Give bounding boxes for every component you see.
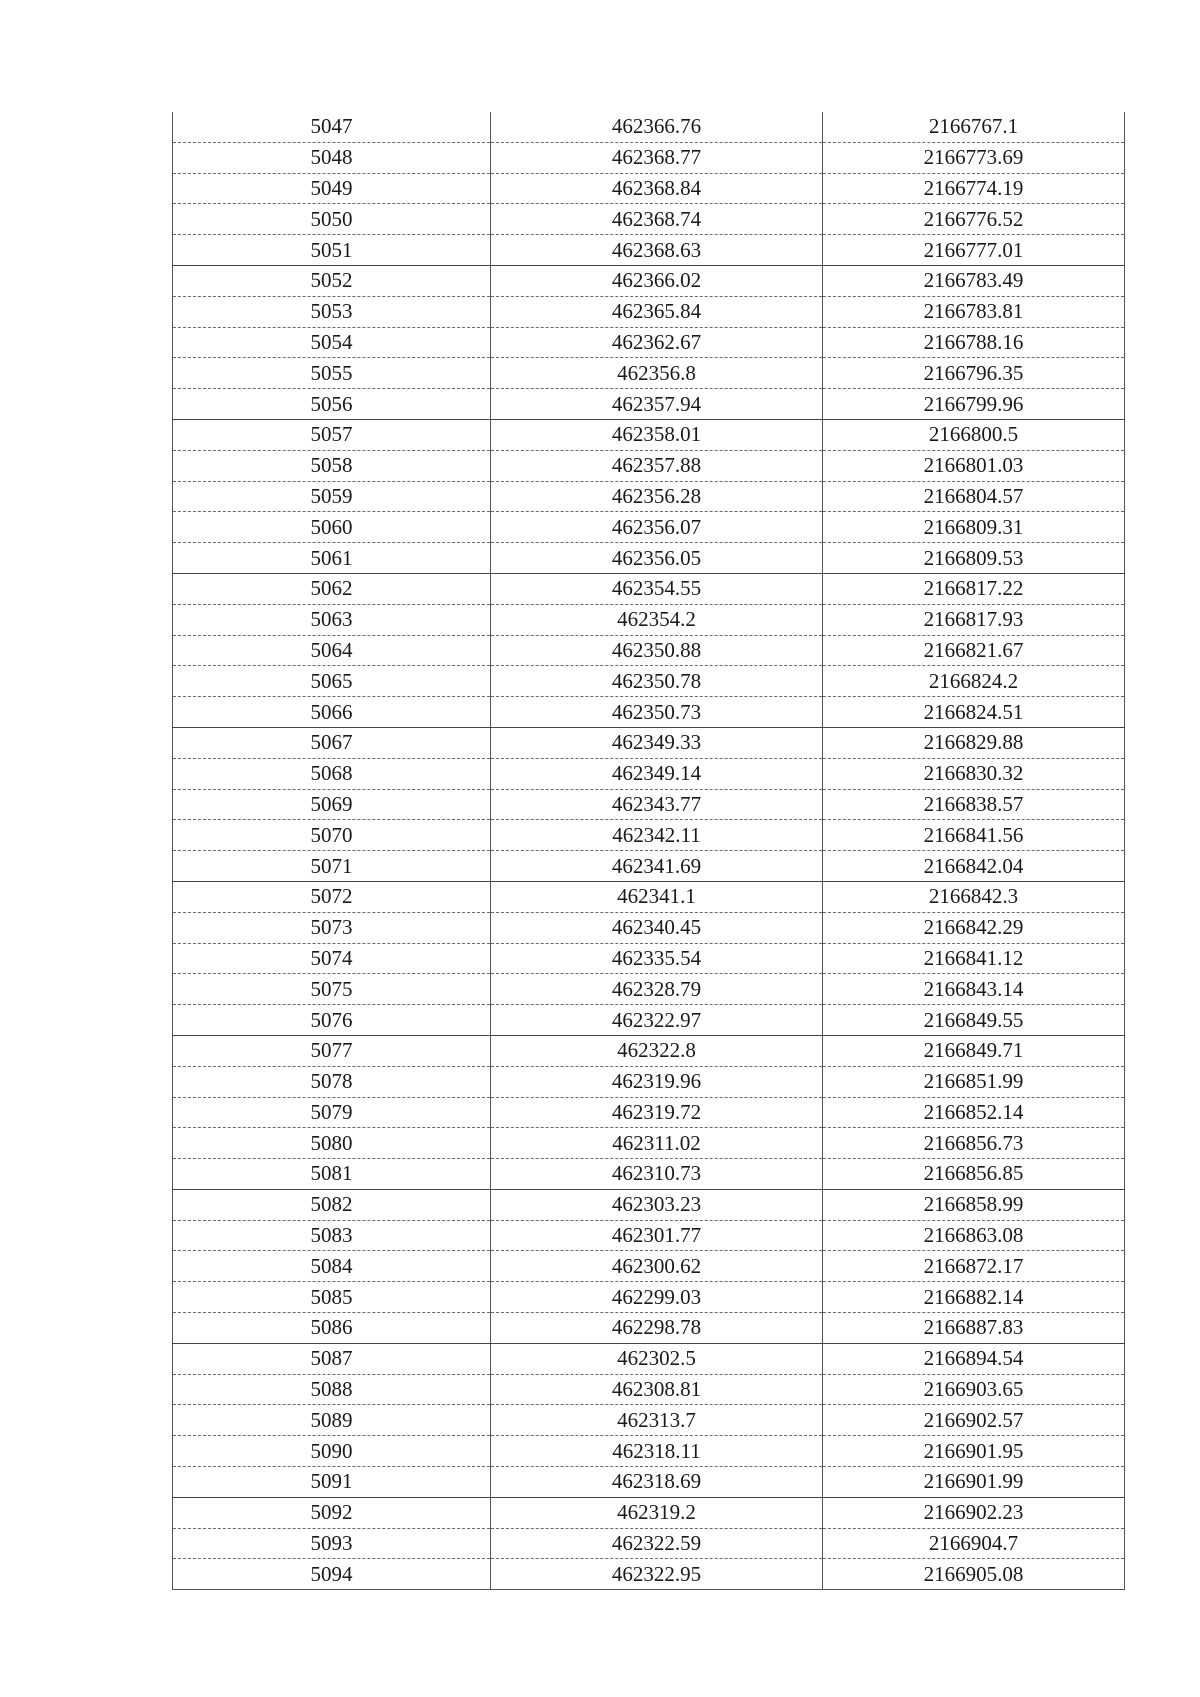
table-row bbox=[173, 1159, 1125, 1190]
y-coordinate-cell: 2166841.12 bbox=[823, 943, 1125, 974]
point-number-cell: 5059 bbox=[173, 481, 491, 512]
table-row bbox=[173, 265, 1125, 296]
table-row bbox=[173, 358, 1125, 389]
x-coordinate-cell: 462366.76 bbox=[491, 112, 823, 142]
x-coordinate-cell: 462300.62 bbox=[491, 1251, 823, 1282]
x-coordinate-cell: 462354.55 bbox=[491, 573, 823, 604]
point-number-cell: 5077 bbox=[173, 1035, 491, 1066]
table-row bbox=[173, 173, 1125, 204]
x-coordinate-cell: 462310.73 bbox=[491, 1159, 823, 1190]
x-coordinate-cell: 462357.94 bbox=[491, 389, 823, 420]
x-coordinate-cell: 462328.79 bbox=[491, 974, 823, 1005]
y-coordinate-cell: 2166830.32 bbox=[823, 758, 1125, 789]
y-coordinate-cell: 2166856.85 bbox=[823, 1159, 1125, 1190]
table-row bbox=[173, 1559, 1125, 1590]
y-coordinate-cell: 2166905.08 bbox=[823, 1559, 1125, 1590]
table-row bbox=[173, 1436, 1125, 1467]
point-number-cell: 5069 bbox=[173, 789, 491, 820]
table-row bbox=[173, 1405, 1125, 1436]
point-number-cell: 5067 bbox=[173, 727, 491, 758]
coordinates-table-body bbox=[173, 112, 1125, 1590]
x-coordinate-cell: 462366.02 bbox=[491, 265, 823, 296]
y-coordinate-cell: 2166821.67 bbox=[823, 635, 1125, 666]
point-number-cell: 5092 bbox=[173, 1497, 491, 1528]
x-coordinate-cell: 462341.69 bbox=[491, 851, 823, 882]
table-row bbox=[173, 727, 1125, 758]
y-coordinate-cell: 2166796.35 bbox=[823, 358, 1125, 389]
x-coordinate-cell: 462354.2 bbox=[491, 604, 823, 635]
y-coordinate-cell: 2166904.7 bbox=[823, 1528, 1125, 1559]
y-coordinate-cell: 2166842.04 bbox=[823, 851, 1125, 882]
table-row bbox=[173, 1251, 1125, 1282]
y-coordinate-cell: 2166842.3 bbox=[823, 881, 1125, 912]
x-coordinate-cell: 462356.8 bbox=[491, 358, 823, 389]
x-coordinate-cell: 462358.01 bbox=[491, 419, 823, 450]
table-row bbox=[173, 974, 1125, 1005]
point-number-cell: 5089 bbox=[173, 1405, 491, 1436]
table-row bbox=[173, 450, 1125, 481]
x-coordinate-cell: 462356.05 bbox=[491, 543, 823, 574]
x-coordinate-cell: 462356.07 bbox=[491, 512, 823, 543]
y-coordinate-cell: 2166852.14 bbox=[823, 1097, 1125, 1128]
table-row bbox=[173, 112, 1125, 142]
y-coordinate-cell: 2166809.31 bbox=[823, 512, 1125, 543]
table-row bbox=[173, 204, 1125, 235]
x-coordinate-cell: 462318.69 bbox=[491, 1467, 823, 1498]
point-number-cell: 5083 bbox=[173, 1220, 491, 1251]
x-coordinate-cell: 462322.95 bbox=[491, 1559, 823, 1590]
table-row bbox=[173, 1313, 1125, 1344]
x-coordinate-cell: 462322.59 bbox=[491, 1528, 823, 1559]
table-row bbox=[173, 1128, 1125, 1159]
x-coordinate-cell: 462335.54 bbox=[491, 943, 823, 974]
x-coordinate-cell: 462340.45 bbox=[491, 912, 823, 943]
x-coordinate-cell: 462313.7 bbox=[491, 1405, 823, 1436]
point-number-cell: 5049 bbox=[173, 173, 491, 204]
y-coordinate-cell: 2166903.65 bbox=[823, 1374, 1125, 1405]
point-number-cell: 5064 bbox=[173, 635, 491, 666]
point-number-cell: 5085 bbox=[173, 1282, 491, 1313]
x-coordinate-cell: 462299.03 bbox=[491, 1282, 823, 1313]
y-coordinate-cell: 2166841.56 bbox=[823, 820, 1125, 851]
coordinates-table bbox=[172, 112, 1125, 1590]
point-number-cell: 5053 bbox=[173, 296, 491, 327]
point-number-cell: 5068 bbox=[173, 758, 491, 789]
y-coordinate-cell: 2166856.73 bbox=[823, 1128, 1125, 1159]
table-row bbox=[173, 789, 1125, 820]
table-row bbox=[173, 296, 1125, 327]
y-coordinate-cell: 2166872.17 bbox=[823, 1251, 1125, 1282]
y-coordinate-cell: 2166851.99 bbox=[823, 1066, 1125, 1097]
point-number-cell: 5048 bbox=[173, 142, 491, 173]
y-coordinate-cell: 2166863.08 bbox=[823, 1220, 1125, 1251]
point-number-cell: 5057 bbox=[173, 419, 491, 450]
y-coordinate-cell: 2166882.14 bbox=[823, 1282, 1125, 1313]
point-number-cell: 5060 bbox=[173, 512, 491, 543]
table-row bbox=[173, 1005, 1125, 1036]
table-row bbox=[173, 142, 1125, 173]
x-coordinate-cell: 462308.81 bbox=[491, 1374, 823, 1405]
x-coordinate-cell: 462298.78 bbox=[491, 1313, 823, 1344]
point-number-cell: 5065 bbox=[173, 666, 491, 697]
y-coordinate-cell: 2166767.1 bbox=[823, 112, 1125, 142]
y-coordinate-cell: 2166842.29 bbox=[823, 912, 1125, 943]
table-row bbox=[173, 758, 1125, 789]
point-number-cell: 5079 bbox=[173, 1097, 491, 1128]
point-number-cell: 5086 bbox=[173, 1313, 491, 1344]
y-coordinate-cell: 2166902.23 bbox=[823, 1497, 1125, 1528]
x-coordinate-cell: 462368.84 bbox=[491, 173, 823, 204]
point-number-cell: 5090 bbox=[173, 1436, 491, 1467]
point-number-cell: 5070 bbox=[173, 820, 491, 851]
point-number-cell: 5056 bbox=[173, 389, 491, 420]
table-row bbox=[173, 512, 1125, 543]
y-coordinate-cell: 2166776.52 bbox=[823, 204, 1125, 235]
y-coordinate-cell: 2166799.96 bbox=[823, 389, 1125, 420]
x-coordinate-cell: 462356.28 bbox=[491, 481, 823, 512]
x-coordinate-cell: 462319.2 bbox=[491, 1497, 823, 1528]
y-coordinate-cell: 2166858.99 bbox=[823, 1189, 1125, 1220]
table-row bbox=[173, 543, 1125, 574]
table-row bbox=[173, 235, 1125, 266]
y-coordinate-cell: 2166843.14 bbox=[823, 974, 1125, 1005]
table-row bbox=[173, 1066, 1125, 1097]
point-number-cell: 5087 bbox=[173, 1343, 491, 1374]
y-coordinate-cell: 2166801.03 bbox=[823, 450, 1125, 481]
y-coordinate-cell: 2166783.81 bbox=[823, 296, 1125, 327]
table-row bbox=[173, 943, 1125, 974]
y-coordinate-cell: 2166838.57 bbox=[823, 789, 1125, 820]
x-coordinate-cell: 462350.88 bbox=[491, 635, 823, 666]
y-coordinate-cell: 2166817.93 bbox=[823, 604, 1125, 635]
point-number-cell: 5062 bbox=[173, 573, 491, 604]
table-row bbox=[173, 1097, 1125, 1128]
table-row bbox=[173, 1497, 1125, 1528]
point-number-cell: 5080 bbox=[173, 1128, 491, 1159]
point-number-cell: 5058 bbox=[173, 450, 491, 481]
point-number-cell: 5076 bbox=[173, 1005, 491, 1036]
x-coordinate-cell: 462319.96 bbox=[491, 1066, 823, 1097]
x-coordinate-cell: 462350.73 bbox=[491, 697, 823, 728]
table-row bbox=[173, 1343, 1125, 1374]
y-coordinate-cell: 2166829.88 bbox=[823, 727, 1125, 758]
y-coordinate-cell: 2166849.71 bbox=[823, 1035, 1125, 1066]
point-number-cell: 5094 bbox=[173, 1559, 491, 1590]
x-coordinate-cell: 462342.11 bbox=[491, 820, 823, 851]
y-coordinate-cell: 2166817.22 bbox=[823, 573, 1125, 604]
x-coordinate-cell: 462349.14 bbox=[491, 758, 823, 789]
table-row bbox=[173, 573, 1125, 604]
point-number-cell: 5075 bbox=[173, 974, 491, 1005]
table-row bbox=[173, 851, 1125, 882]
point-number-cell: 5072 bbox=[173, 881, 491, 912]
table-row bbox=[173, 1467, 1125, 1498]
point-number-cell: 5054 bbox=[173, 327, 491, 358]
point-number-cell: 5047 bbox=[173, 112, 491, 142]
x-coordinate-cell: 462302.5 bbox=[491, 1343, 823, 1374]
y-coordinate-cell: 2166804.57 bbox=[823, 481, 1125, 512]
x-coordinate-cell: 462318.11 bbox=[491, 1436, 823, 1467]
table-row bbox=[173, 1035, 1125, 1066]
point-number-cell: 5074 bbox=[173, 943, 491, 974]
x-coordinate-cell: 462350.78 bbox=[491, 666, 823, 697]
table-row bbox=[173, 881, 1125, 912]
table-row bbox=[173, 912, 1125, 943]
x-coordinate-cell: 462322.97 bbox=[491, 1005, 823, 1036]
y-coordinate-cell: 2166809.53 bbox=[823, 543, 1125, 574]
y-coordinate-cell: 2166773.69 bbox=[823, 142, 1125, 173]
table-row bbox=[173, 635, 1125, 666]
x-coordinate-cell: 462368.63 bbox=[491, 235, 823, 266]
x-coordinate-cell: 462319.72 bbox=[491, 1097, 823, 1128]
point-number-cell: 5052 bbox=[173, 265, 491, 296]
point-number-cell: 5071 bbox=[173, 851, 491, 882]
point-number-cell: 5093 bbox=[173, 1528, 491, 1559]
y-coordinate-cell: 2166902.57 bbox=[823, 1405, 1125, 1436]
y-coordinate-cell: 2166774.19 bbox=[823, 173, 1125, 204]
y-coordinate-cell: 2166824.51 bbox=[823, 697, 1125, 728]
point-number-cell: 5061 bbox=[173, 543, 491, 574]
x-coordinate-cell: 462311.02 bbox=[491, 1128, 823, 1159]
y-coordinate-cell: 2166783.49 bbox=[823, 265, 1125, 296]
point-number-cell: 5091 bbox=[173, 1467, 491, 1498]
y-coordinate-cell: 2166894.54 bbox=[823, 1343, 1125, 1374]
x-coordinate-cell: 462349.33 bbox=[491, 727, 823, 758]
table-row bbox=[173, 1220, 1125, 1251]
point-number-cell: 5063 bbox=[173, 604, 491, 635]
y-coordinate-cell: 2166887.83 bbox=[823, 1313, 1125, 1344]
x-coordinate-cell: 462368.77 bbox=[491, 142, 823, 173]
table-row bbox=[173, 1528, 1125, 1559]
x-coordinate-cell: 462368.74 bbox=[491, 204, 823, 235]
table-row bbox=[173, 419, 1125, 450]
point-number-cell: 5066 bbox=[173, 697, 491, 728]
point-number-cell: 5073 bbox=[173, 912, 491, 943]
point-number-cell: 5082 bbox=[173, 1189, 491, 1220]
x-coordinate-cell: 462322.8 bbox=[491, 1035, 823, 1066]
y-coordinate-cell: 2166824.2 bbox=[823, 666, 1125, 697]
table-row bbox=[173, 604, 1125, 635]
x-coordinate-cell: 462343.77 bbox=[491, 789, 823, 820]
y-coordinate-cell: 2166849.55 bbox=[823, 1005, 1125, 1036]
x-coordinate-cell: 462362.67 bbox=[491, 327, 823, 358]
table-row bbox=[173, 820, 1125, 851]
x-coordinate-cell: 462303.23 bbox=[491, 1189, 823, 1220]
y-coordinate-cell: 2166901.99 bbox=[823, 1467, 1125, 1498]
table-row bbox=[173, 481, 1125, 512]
point-number-cell: 5084 bbox=[173, 1251, 491, 1282]
point-number-cell: 5088 bbox=[173, 1374, 491, 1405]
table-row bbox=[173, 1374, 1125, 1405]
table-row bbox=[173, 666, 1125, 697]
table-row bbox=[173, 1282, 1125, 1313]
x-coordinate-cell: 462301.77 bbox=[491, 1220, 823, 1251]
y-coordinate-cell: 2166777.01 bbox=[823, 235, 1125, 266]
point-number-cell: 5081 bbox=[173, 1159, 491, 1190]
x-coordinate-cell: 462365.84 bbox=[491, 296, 823, 327]
point-number-cell: 5051 bbox=[173, 235, 491, 266]
table-row bbox=[173, 697, 1125, 728]
table-row bbox=[173, 389, 1125, 420]
x-coordinate-cell: 462357.88 bbox=[491, 450, 823, 481]
table-row bbox=[173, 1189, 1125, 1220]
table-row bbox=[173, 327, 1125, 358]
y-coordinate-cell: 2166800.5 bbox=[823, 419, 1125, 450]
y-coordinate-cell: 2166901.95 bbox=[823, 1436, 1125, 1467]
point-number-cell: 5050 bbox=[173, 204, 491, 235]
point-number-cell: 5078 bbox=[173, 1066, 491, 1097]
point-number-cell: 5055 bbox=[173, 358, 491, 389]
y-coordinate-cell: 2166788.16 bbox=[823, 327, 1125, 358]
x-coordinate-cell: 462341.1 bbox=[491, 881, 823, 912]
